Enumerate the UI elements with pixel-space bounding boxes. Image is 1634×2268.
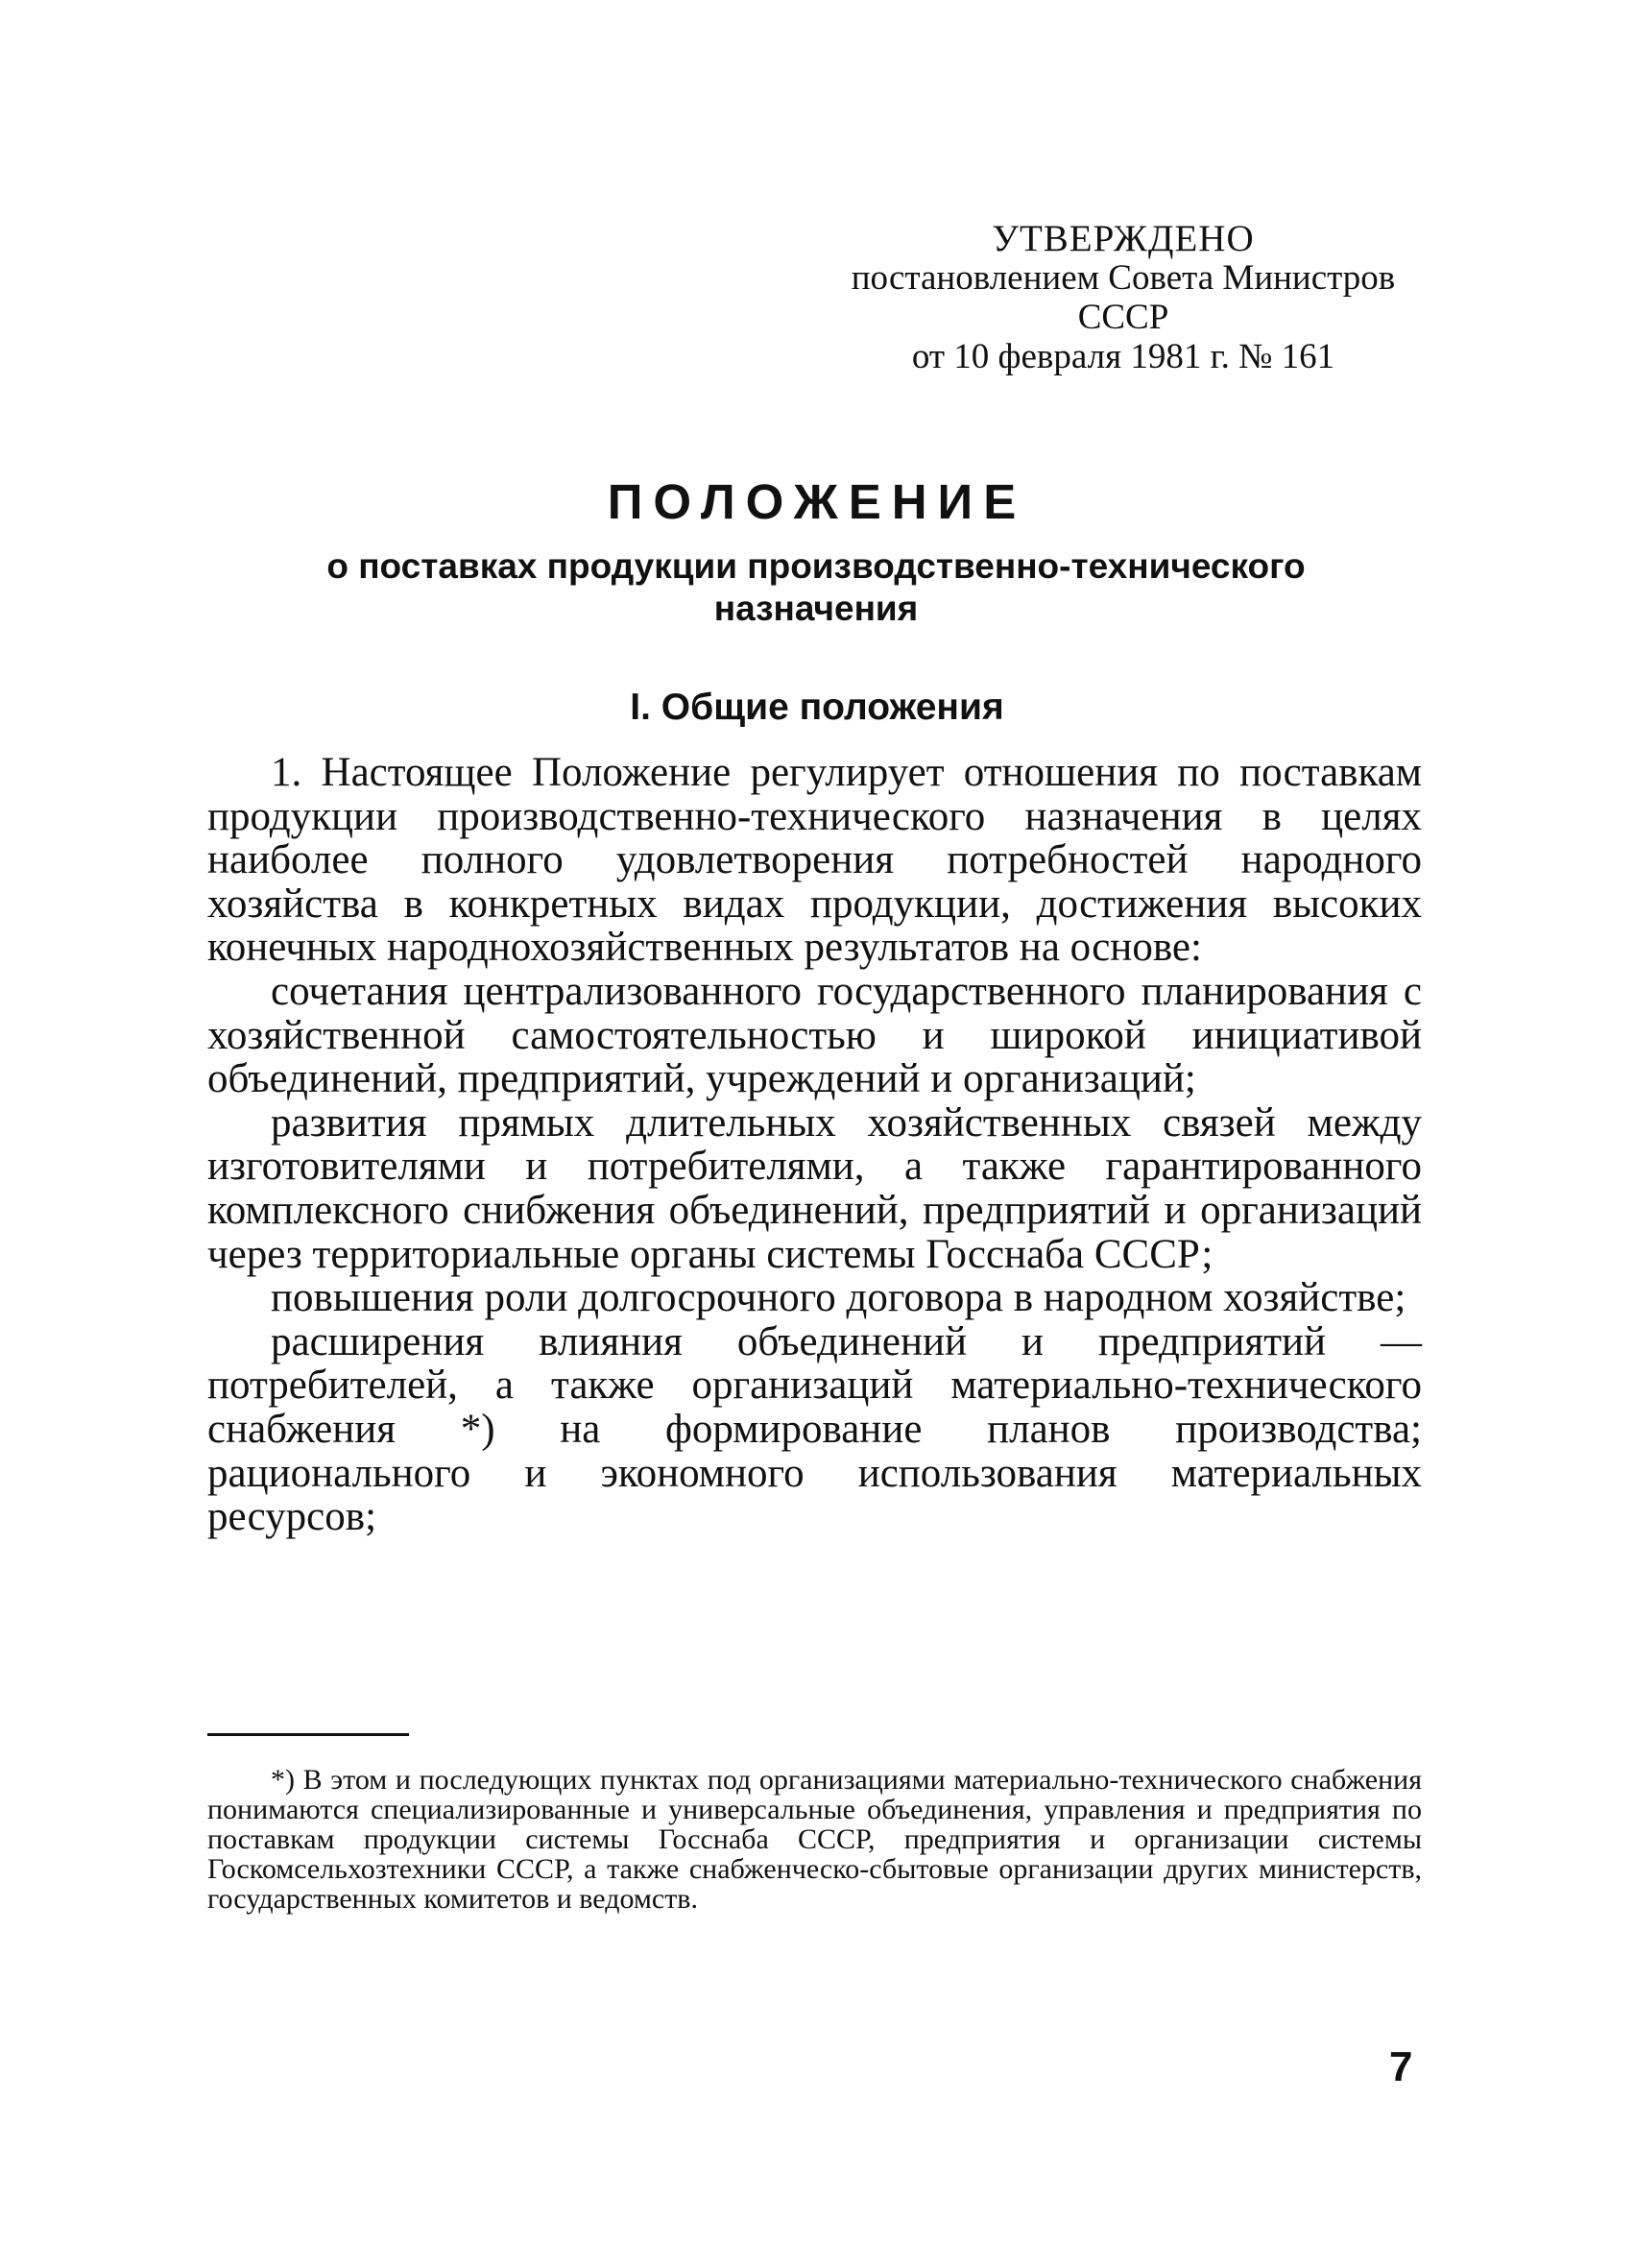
list-item: сочетания централизованного государственного планирования с хозяйственной самостоятельностью и широкой инициативой объединений, предприятий, учреждений и организаций; <box>207 968 1422 1102</box>
document-subtitle: о поставках продукции производственно-технического назначения <box>326 546 1306 628</box>
section-body <box>207 751 1422 1539</box>
approval-line-2: СССР <box>1077 298 1169 337</box>
approval-stamp <box>826 219 1421 376</box>
list-item: развития прямых длительных хозяйственных связей между изготовителями и потребителями, а также гарантированного комплексного снибжения объединений, предприятий и организаций через территориальные органы системы Госснаба СССР; <box>207 1099 1422 1277</box>
basis-list <box>207 970 1422 1539</box>
list-item: расширения влияния объединений и предприятий — потребителей, а также организаций материально-технического снабжения *) на формирование планов производства; рационального и экономного использования материальных ресурсов; <box>207 1318 1422 1540</box>
paragraph-1: 1. Настоящее Положение регулирует отношения по поставкам продукции производственно-технического назначения в целях наиболее полного удовлетворения потребностей народного хозяйства в конкретных видах продукции, достижения высоких конечных народнохозяйственных результатов на основе: <box>207 750 1422 971</box>
approval-line-1: постановлением Совета Министров <box>851 258 1396 298</box>
page-number: 7 <box>1389 2043 1413 2090</box>
list-item: повышения роли долгосрочного договора в народном хозяйстве; <box>271 1275 1406 1321</box>
approval-line-3: от 10 февраля 1981 г. № 161 <box>911 337 1335 376</box>
approval-title: УТВЕРЖДЕНО <box>992 218 1255 259</box>
document-title: ПОЛОЖЕНИЕ <box>607 474 1027 529</box>
footnote: *) В этом и последующих пунктах под организациями материально-технического снабжения понимаются специализированные и универсальные объединения, управления и предприятия по поставкам продукции системы Госснаба СССР, предприятия и организации системы Госкомсельхозтехники СССР, а также снабженческо-сбытовые организации других министерств, государственных комитетов и ведомств. <box>207 1764 1422 1915</box>
footnote-divider <box>207 1733 409 1736</box>
section-heading: I. Общие положения <box>630 687 1004 728</box>
